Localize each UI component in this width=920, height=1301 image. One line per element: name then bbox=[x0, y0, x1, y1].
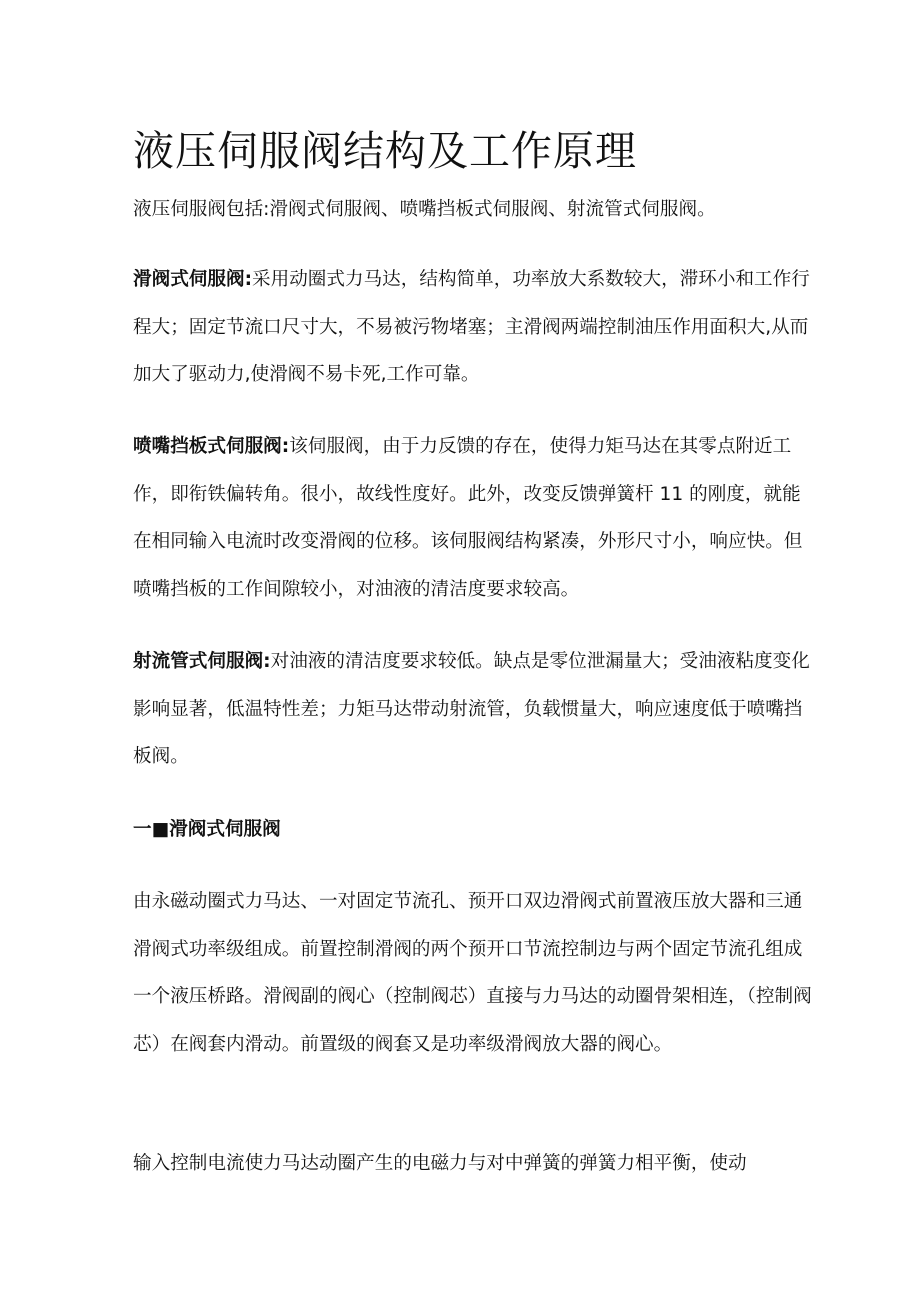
paragraph-text: 该伺服阀，由于力反馈的存在，使得力矩马达在其零点附近工作，即衔铁偏转角。很小，故线性度好。此外，改变反馈弹簧杆 11 的刚度，就能在相同输入电流时改变滑阀的位移。该伺服阀结构紧凑，外形尺寸小，响应快。但喷嘴挡板的工作间隙较小，对油液的清洁度要求较高。 bbox=[133, 436, 803, 600]
paragraph-label: 喷嘴挡板式伺服阀: bbox=[133, 436, 290, 457]
paragraph-text: 采用动圈式力马达，结构简单，功率放大系数较大，滞环小和工作行程大；固定节流口尺寸大，不易被污物堵塞；主滑阀两端控制油压作用面积大,从而加大了驱动力,使滑阀不易卡死,工作可靠。 bbox=[133, 269, 810, 385]
paragraph-text: 对油液的清洁度要求较低。缺点是零位泄漏量大；受油液粘度变化影响显著，低温特性差；力矩马达带动射流管，负载惯量大，响应速度低于喷嘴挡板阀。 bbox=[133, 651, 810, 767]
body-paragraph: 输入控制电流使力马达动圈产生的电磁力与对中弹簧的弹簧力相平衡，使动 bbox=[133, 1153, 747, 1174]
paragraph-spool-valve bbox=[133, 256, 813, 399]
paragraph-jet-pipe-valve bbox=[133, 638, 813, 781]
section-heading: 一■滑阀式伺服阀 bbox=[133, 819, 281, 840]
paragraph-label: 射流管式伺服阀: bbox=[133, 651, 271, 672]
paragraph-label: 滑阀式伺服阀: bbox=[133, 269, 252, 290]
page-title: 液压伺服阀结构及工作原理 bbox=[133, 127, 637, 175]
body-paragraph: 由永磁动圈式力马达、一对固定节流孔、预开口双边滑阀式前置液压放大器和三通滑阀式功率级组成。前置控制滑阀的两个预开口节流控制边与两个固定节流孔组成一个液压桥路。滑阀副的阀心（控制阀芯）直接与力马达的动圈骨架相连，（控制阀芯）在阀套内滑动。前置级的阀套又是功率级滑阀放大器的阀心。 bbox=[133, 891, 812, 1055]
intro-paragraph: 液压伺服阀包括:滑阀式伺服阀、喷嘴挡板式伺服阀、射流管式伺服阀。 bbox=[133, 199, 716, 220]
paragraph-nozzle-flapper-valve bbox=[133, 423, 813, 613]
